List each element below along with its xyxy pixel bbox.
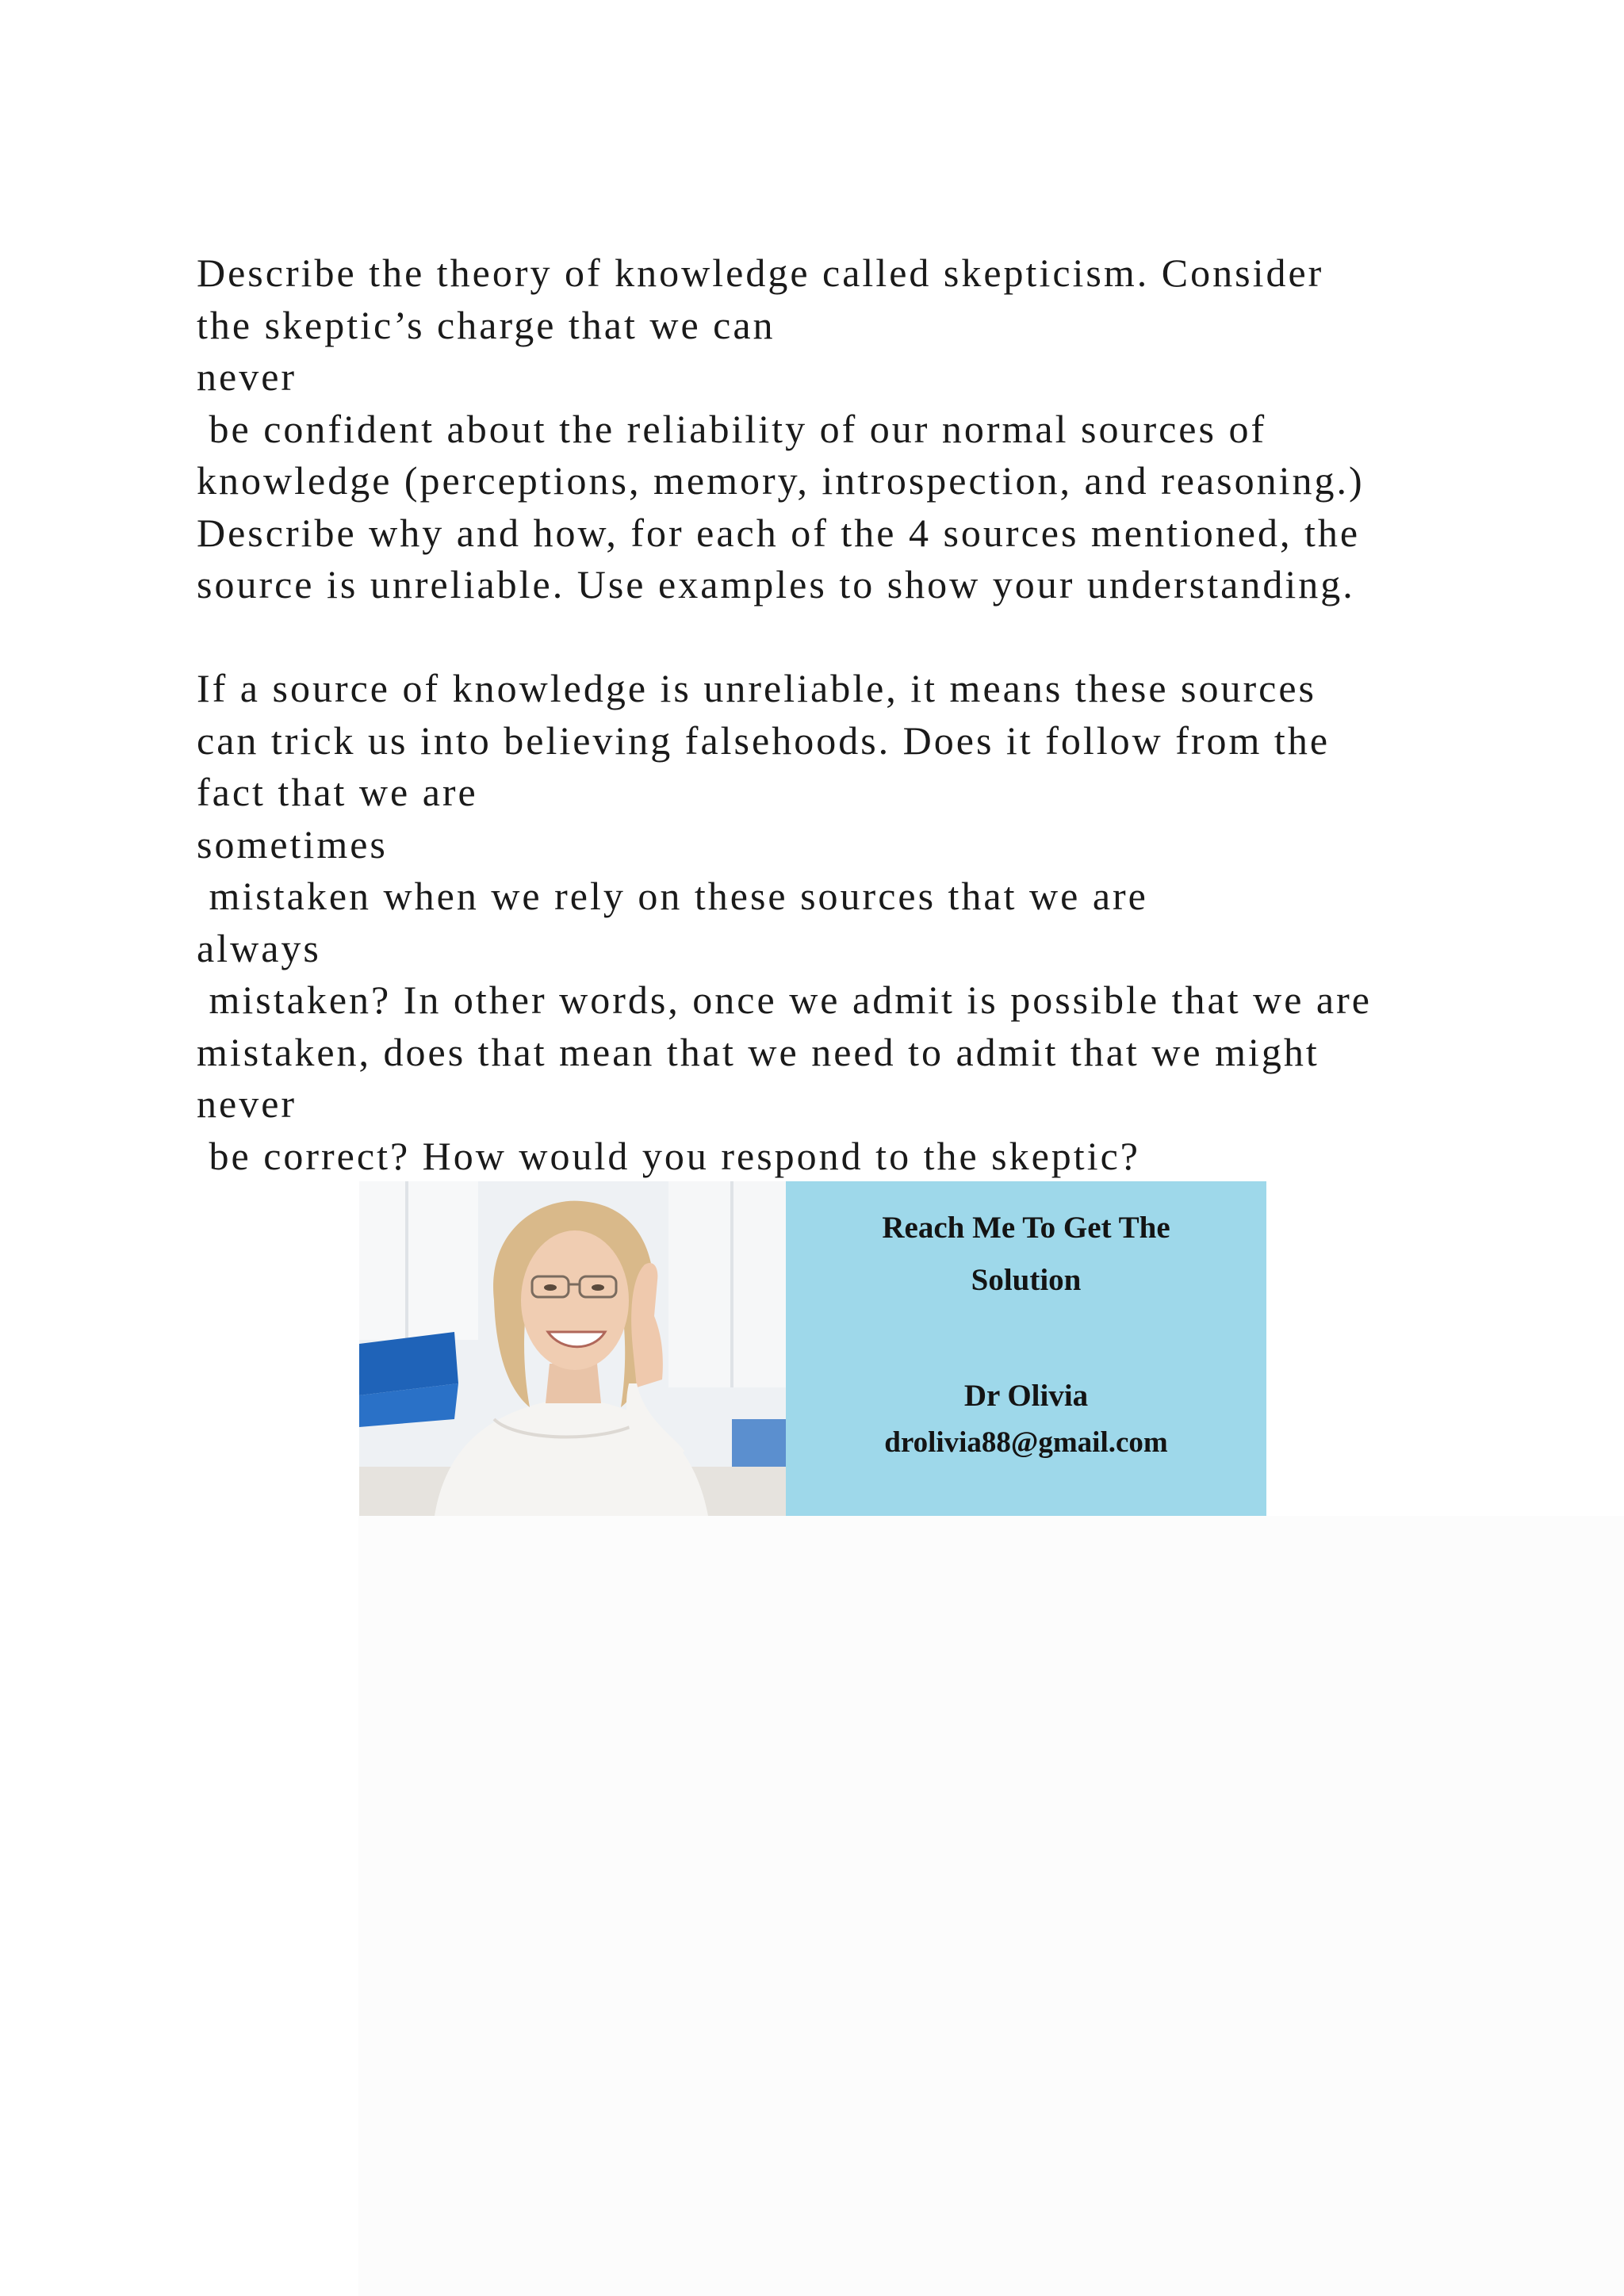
question-text	[197, 247, 1497, 1182]
contact-panel	[786, 1181, 1266, 1516]
paragraph-break	[197, 611, 1497, 664]
text-line: mistaken when we rely on these sources that we are	[197, 874, 1148, 918]
text-line: never	[197, 1081, 297, 1126]
woman-portrait-image	[359, 1181, 786, 1516]
text-line: sometimes	[197, 821, 388, 867]
banner-heading-line-2: Solution	[971, 1263, 1082, 1297]
text-line: the skeptic’s charge that we can	[197, 302, 776, 347]
text-line: never	[197, 354, 297, 399]
text-line: Describe the theory of knowledge called skepticism. Consider	[197, 251, 1324, 295]
contact-name: Dr Olivia	[963, 1379, 1089, 1413]
text-line: If a source of knowledge is unreliable, it means these sources	[197, 666, 1316, 710]
promo-banner[interactable]	[359, 1181, 1266, 1516]
text-line: mistaken? In other words, once we admit is possible that we are	[197, 978, 1372, 1022]
text-line: Describe why and how, for each of the 4 sources mentioned, the	[197, 510, 1361, 555]
text-line: always	[197, 925, 321, 970]
text-line: knowledge (perceptions, memory, introspection, and reasoning.)	[197, 458, 1365, 503]
text-line: can trick us into believing falsehoods. Does it follow from the	[197, 718, 1331, 763]
text-line: be confident about the reliability of our normal sources of	[197, 406, 1267, 451]
text-line: source is unreliable. Use examples to show your understanding.	[197, 562, 1355, 607]
banner-heading-line-1: Reach Me To Get The	[882, 1211, 1170, 1245]
contact-email-link[interactable]: drolivia88@gmail.com	[884, 1426, 1168, 1459]
background-panel	[358, 1516, 1624, 2296]
text-line: mistaken, does that mean that we need to admit that we might	[197, 1029, 1320, 1074]
text-line: be correct? How would you respond to the skeptic?	[197, 1133, 1140, 1178]
text-line: fact that we are	[197, 770, 478, 814]
